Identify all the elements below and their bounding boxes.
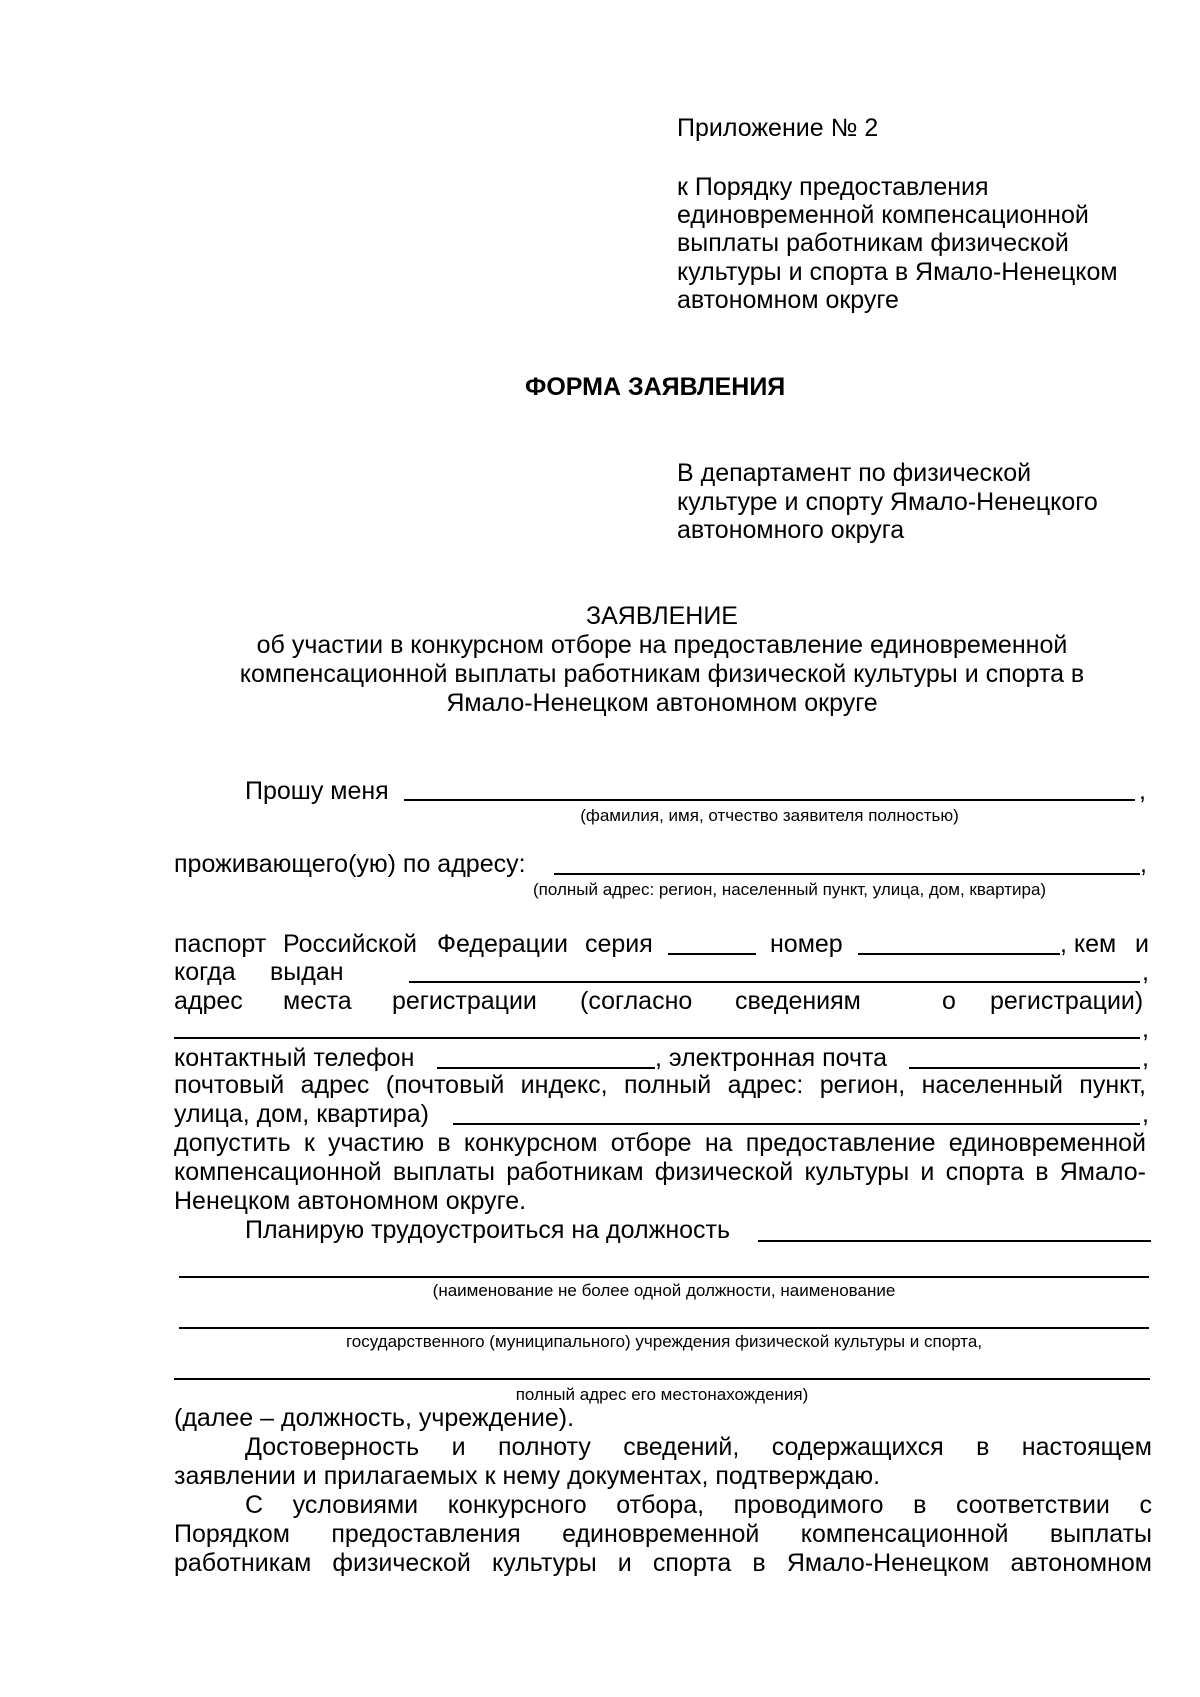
- application-subtitle: Ямало-Ненецком автономном округе: [446, 689, 878, 717]
- passport-number-label: номер: [770, 930, 843, 958]
- appendix-line: единовременной компенсационной: [677, 201, 1089, 229]
- reg-word: о: [942, 987, 956, 1015]
- postal-line: улица, дом, квартира): [174, 1100, 429, 1128]
- address-caption: (полный адрес: регион, населенный пункт, улица, дом, квартира): [533, 880, 1047, 899]
- confirm-line: Достоверность и полноту сведений, содержащихся в настоящем: [245, 1433, 1152, 1461]
- addressee-line: культуре и спорту Ямало-Ненецкого: [677, 488, 1098, 516]
- addressee-line: автономного округа: [677, 516, 905, 544]
- appendix-line: автономном округе: [677, 286, 899, 314]
- issued-word: когда: [174, 958, 236, 986]
- reg-word: адрес: [174, 987, 243, 1015]
- issued-word: выдан: [270, 958, 344, 986]
- position-field-line[interactable]: [174, 1378, 1150, 1380]
- comma: ,: [1142, 1015, 1149, 1043]
- passport-tail: , кем: [1060, 930, 1117, 958]
- terms-line: С условиями конкурсного отбора, проводимого в соответствии с: [245, 1491, 1152, 1519]
- name-caption: (фамилия, имя, отчество заявителя полностью): [580, 806, 959, 825]
- appendix-line: к Порядку предоставления: [677, 173, 989, 201]
- position-caption: (наименование не более одной должности, наименование: [432, 1281, 896, 1300]
- position-field-line[interactable]: [179, 1276, 1149, 1278]
- comma: ,: [1139, 777, 1146, 805]
- passport-tail: и: [1135, 930, 1149, 958]
- passport-series-field[interactable]: [668, 953, 756, 955]
- comma: ,: [1142, 1044, 1149, 1072]
- position-caption: полный адрес его местонахождения): [515, 1385, 809, 1404]
- reg-word: сведениям: [735, 987, 861, 1015]
- reg-word: регистрации: [392, 987, 537, 1015]
- position-caption: государственного (муниципального) учреждения физической культуры и спорта,: [345, 1332, 983, 1351]
- request-label: Прошу меня: [245, 777, 389, 805]
- admit-line: Ненецком автономном округе.: [174, 1187, 527, 1215]
- address-field[interactable]: [554, 873, 1140, 875]
- reg-word: регистрации): [990, 987, 1144, 1015]
- application-heading: ЗАЯВЛЕНИЕ: [585, 602, 738, 630]
- admit-line: допустить к участию в конкурсном отборе на предоставление единовременной: [174, 1129, 1146, 1157]
- passport-word: Российской: [283, 930, 417, 958]
- terms-line: Порядком предоставления единовременной компенсационной выплаты: [174, 1520, 1152, 1548]
- email-label: , электронная почта: [655, 1044, 888, 1072]
- address-label: проживающего(ую) по адресу:: [174, 850, 526, 878]
- passport-word: Федерации: [437, 930, 568, 958]
- comma: ,: [1142, 958, 1149, 986]
- application-subtitle: компенсационной выплаты работникам физической культуры и спорта в: [239, 660, 1085, 688]
- form-title: ФОРМА ЗАЯВЛЕНИЯ: [525, 373, 786, 401]
- reg-word: места: [283, 987, 352, 1015]
- registration-address-field[interactable]: [174, 1037, 1140, 1039]
- position-field-line[interactable]: [179, 1327, 1149, 1329]
- appendix-line: культуры и спорта в Ямало-Ненецком: [677, 258, 1118, 286]
- appendix-line: выплаты работникам физической: [677, 229, 1069, 257]
- passport-word: паспорт: [174, 930, 267, 958]
- postal-line: почтовый адрес (почтовый индекс, полный адрес: регион, населенный пункт,: [174, 1071, 1146, 1099]
- phone-field[interactable]: [437, 1067, 655, 1069]
- appendix-number: Приложение № 2: [677, 114, 879, 142]
- position-field[interactable]: [758, 1240, 1151, 1242]
- passport-number-field[interactable]: [858, 953, 1060, 955]
- confirm-line: заявлении и прилагаемых к нему документах, подтверждаю.: [174, 1462, 881, 1490]
- comma: ,: [1142, 1100, 1149, 1128]
- addressee-line: В департамент по физической: [677, 459, 1032, 487]
- admit-line: компенсационной выплаты работникам физической культуры и спорта в Ямало-: [174, 1158, 1146, 1186]
- reg-word: (согласно: [580, 987, 693, 1015]
- position-label: Планирую трудоустроиться на должность: [245, 1216, 730, 1244]
- terms-line: работникам физической культуры и спорта в Ямало-Ненецком автономном: [174, 1549, 1152, 1577]
- postal-address-field[interactable]: [453, 1123, 1140, 1125]
- email-field[interactable]: [909, 1067, 1140, 1069]
- name-field[interactable]: [404, 799, 1135, 801]
- phone-label: контактный телефон: [174, 1044, 415, 1072]
- application-subtitle: об участии в конкурсном отборе на предоставление единовременной: [256, 631, 1068, 659]
- passport-issued-field[interactable]: [409, 981, 1140, 983]
- passport-word: серия: [585, 930, 653, 958]
- hereinafter: (далее – должность, учреждение).: [174, 1404, 575, 1432]
- comma: ,: [1140, 850, 1147, 878]
